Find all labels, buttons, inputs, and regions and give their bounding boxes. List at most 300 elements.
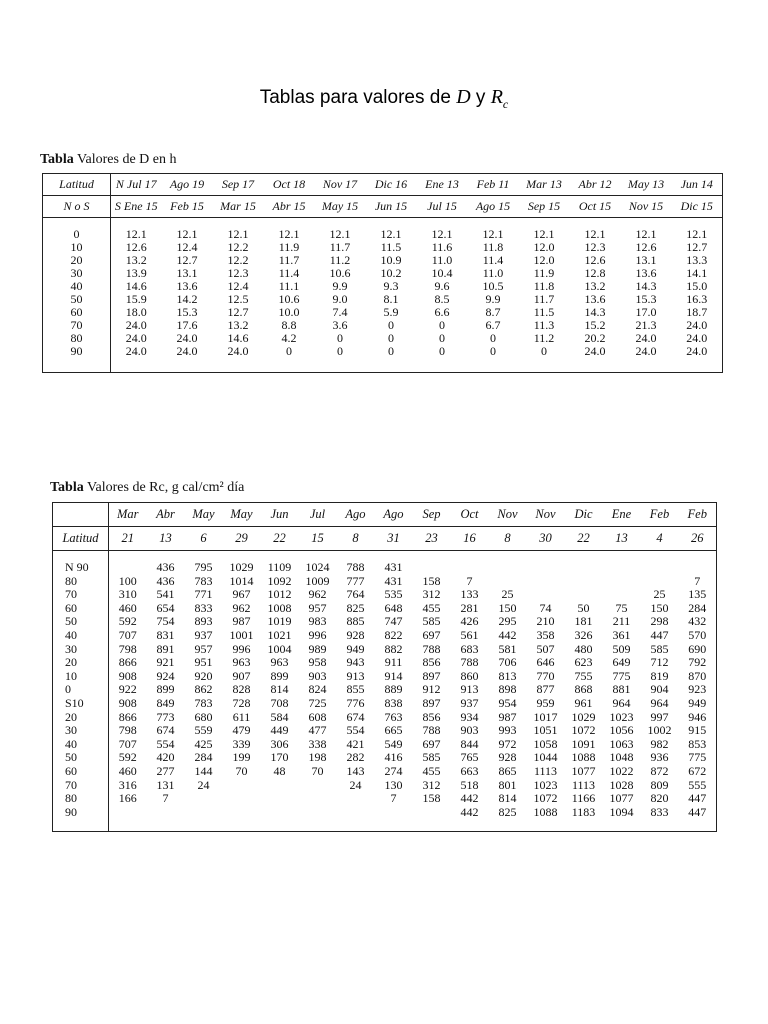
table-row — [53, 697, 717, 711]
value-cell: 14.1 — [686, 266, 708, 280]
value-cell: 899 — [156, 682, 175, 697]
value-cell: 0 — [286, 344, 292, 358]
value-cell: 295 — [498, 614, 517, 629]
value-cell: 1019 — [267, 614, 292, 629]
value-cell: 0 — [388, 331, 394, 345]
date-header-cell: N Jul 17 — [111, 174, 162, 196]
value-cell: 198 — [308, 750, 327, 765]
date-header-cell: Sep 17 — [213, 174, 264, 196]
value-cell: 18.7 — [686, 305, 708, 319]
value-cell: 996 — [308, 627, 327, 642]
date-header-cell: 22 — [261, 527, 299, 551]
value-cell: 728 — [232, 695, 251, 710]
latitude-cell: 0 — [43, 218, 111, 242]
value-cell: 150 — [650, 600, 669, 615]
value-cell: 792 — [688, 655, 707, 670]
value-cell: 12.6 — [584, 253, 606, 267]
value-cell: 697 — [422, 736, 441, 751]
latitude-cell: 80 — [53, 792, 109, 806]
value-cell: 844 — [460, 736, 479, 751]
value-cell: 541 — [156, 587, 175, 602]
value-cell — [603, 588, 641, 602]
value-cell: 893 — [194, 614, 213, 629]
date-header-cell: Abr — [147, 503, 185, 527]
value-cell — [261, 806, 299, 832]
value-cell: 1183 — [571, 804, 596, 819]
value-cell: 554 — [156, 736, 175, 751]
value-cell — [185, 806, 223, 832]
value-cell — [679, 551, 717, 575]
value-cell: 765 — [460, 750, 479, 765]
table-row — [53, 643, 717, 657]
value-cell — [299, 792, 337, 806]
latitude-cell: 10 — [43, 241, 111, 254]
value-cell: 12.7 — [176, 253, 198, 267]
value-cell: 158 — [422, 573, 441, 588]
value-cell: 7.4 — [332, 305, 348, 319]
latitude-cell: 40 — [43, 280, 111, 293]
date-header-cell: 8 — [489, 527, 527, 551]
value-cell: 899 — [270, 668, 289, 683]
latitude-cell: 90 — [43, 345, 111, 373]
date-header-cell: Oct 18 — [264, 174, 315, 196]
value-cell: 15.3 — [635, 292, 657, 306]
value-cell: 12.0 — [533, 240, 555, 254]
date-header-cell: Nov — [489, 503, 527, 527]
value-cell: 13.6 — [635, 266, 657, 280]
value-cell: 584 — [270, 709, 289, 724]
value-cell: 425 — [194, 736, 213, 751]
value-cell: 855 — [346, 682, 365, 697]
value-cell: 828 — [232, 682, 251, 697]
value-cell: 1113 — [533, 763, 558, 778]
value-cell: 12.1 — [431, 227, 453, 241]
value-cell: 849 — [156, 695, 175, 710]
value-cell: 1077 — [571, 763, 596, 778]
value-cell: 130 — [384, 777, 403, 792]
table-row — [53, 792, 717, 806]
date-header-cell: Mar — [109, 503, 147, 527]
value-cell — [413, 551, 451, 575]
value-cell: 11.9 — [278, 240, 300, 254]
value-cell: 477 — [308, 723, 327, 738]
value-cell: 788 — [346, 560, 365, 574]
value-cell: 15.2 — [584, 318, 606, 332]
table2-header-row1 — [53, 503, 717, 527]
date-header-cell: 16 — [451, 527, 489, 551]
value-cell — [299, 806, 337, 832]
value-cell: 7 — [694, 573, 701, 588]
value-cell: 820 — [650, 791, 669, 806]
latitude-cell: 10 — [53, 670, 109, 684]
value-cell: 872 — [650, 763, 669, 778]
value-cell: 8.5 — [434, 292, 450, 306]
value-cell: 963 — [232, 655, 251, 670]
value-cell: 12.5 — [227, 292, 249, 306]
value-cell: 690 — [688, 641, 707, 656]
latitude-cell: 70 — [43, 319, 111, 332]
table-row — [53, 602, 717, 616]
value-cell: 11.8 — [482, 240, 504, 254]
latitude-cell: 40 — [53, 629, 109, 643]
latitude-cell: 20 — [53, 711, 109, 725]
value-cell: 983 — [308, 614, 327, 629]
value-cell: 447 — [688, 804, 707, 819]
value-cell: 17.0 — [635, 305, 657, 319]
value-cell: 16.3 — [686, 292, 708, 306]
value-cell: 764 — [346, 587, 365, 602]
value-cell: 813 — [498, 668, 517, 683]
value-cell: 9.9 — [332, 279, 348, 293]
value-cell: 12.1 — [227, 227, 249, 241]
value-cell — [337, 792, 375, 806]
value-cell: 987 — [232, 614, 251, 629]
date-header-cell: May — [185, 503, 223, 527]
value-cell: 8.1 — [383, 292, 399, 306]
latitude-cell: 50 — [43, 293, 111, 306]
date-header-cell: Dic 15 — [672, 196, 723, 218]
value-cell: 13.2 — [227, 318, 249, 332]
value-cell: 70 — [235, 763, 248, 778]
value-cell: 20.2 — [584, 331, 606, 345]
value-cell: 12.7 — [227, 305, 249, 319]
value-cell: 1044 — [533, 750, 558, 765]
table-row — [53, 629, 717, 643]
date-header-cell: 8 — [337, 527, 375, 551]
value-cell: 1063 — [609, 736, 634, 751]
date-header-cell: Nov 17 — [315, 174, 366, 196]
value-cell: 866 — [118, 709, 137, 724]
value-cell: 10.4 — [431, 266, 453, 280]
value-cell — [109, 551, 147, 575]
value-cell: 10.9 — [380, 253, 402, 267]
value-cell: 0 — [439, 318, 445, 332]
table2-caption-label: Tabla — [50, 480, 84, 495]
value-cell: 7 — [390, 791, 397, 806]
value-cell — [109, 806, 147, 832]
value-cell: 6.7 — [485, 318, 501, 332]
value-cell: 10.0 — [278, 305, 300, 319]
value-cell: 903 — [460, 723, 479, 738]
value-cell: 12.7 — [686, 240, 708, 254]
value-cell: 853 — [688, 736, 707, 751]
value-cell: 12.6 — [125, 240, 147, 254]
table-row — [53, 751, 717, 765]
value-cell: 825 — [346, 600, 365, 615]
value-cell: 897 — [422, 668, 441, 683]
page-title — [0, 86, 768, 112]
value-cell: 833 — [650, 804, 669, 819]
title-prefix: Tablas para valores de — [259, 87, 457, 108]
date-header-cell: Dic 16 — [366, 174, 417, 196]
value-cell — [451, 551, 489, 575]
value-cell: 987 — [498, 709, 517, 724]
value-cell: 199 — [232, 750, 251, 765]
value-cell: 25 — [501, 587, 514, 602]
value-cell: 24.0 — [686, 344, 708, 358]
value-cell: 1056 — [609, 723, 634, 738]
value-cell: 921 — [156, 655, 175, 670]
value-cell: 771 — [194, 587, 213, 602]
table-row — [53, 588, 717, 602]
table-row — [53, 615, 717, 629]
table-row — [53, 711, 717, 725]
value-cell: 11.9 — [533, 266, 555, 280]
value-cell: 907 — [232, 668, 251, 683]
value-cell: 48 — [273, 763, 286, 778]
value-cell: 889 — [384, 682, 403, 697]
date-header-cell: May 15 — [315, 196, 366, 218]
latitude-cell: 40 — [53, 738, 109, 752]
latitude-cell: 70 — [53, 779, 109, 793]
value-cell: 0 — [541, 344, 547, 358]
value-cell — [261, 779, 299, 793]
date-header-cell: 31 — [375, 527, 413, 551]
value-cell: 915 — [688, 723, 707, 738]
value-cell: 592 — [118, 750, 137, 765]
table-row — [43, 345, 723, 373]
value-cell: 158 — [422, 791, 441, 806]
value-cell: 480 — [574, 641, 593, 656]
value-cell: 13.9 — [125, 266, 147, 280]
value-cell: 898 — [498, 682, 517, 697]
value-cell: 957 — [308, 600, 327, 615]
value-cell: 442 — [498, 627, 517, 642]
value-cell: 951 — [194, 655, 213, 670]
value-cell: 555 — [688, 777, 707, 792]
value-cell: 210 — [536, 614, 555, 629]
date-header-cell: Jul — [299, 503, 337, 527]
value-cell: 865 — [498, 763, 517, 778]
date-header-cell: Sep 15 — [519, 196, 570, 218]
value-cell: 623 — [574, 655, 593, 670]
latitude-header-cell: Latitud — [43, 174, 111, 196]
value-cell: 447 — [688, 791, 707, 806]
value-cell: 954 — [498, 695, 517, 710]
table-row — [53, 670, 717, 684]
value-cell: 358 — [536, 627, 555, 642]
value-cell: 12.1 — [686, 227, 708, 241]
value-cell — [565, 575, 603, 589]
value-cell: 15.0 — [686, 279, 708, 293]
date-header-cell: Ene 13 — [417, 174, 468, 196]
date-header-cell: 21 — [109, 527, 147, 551]
value-cell: 338 — [308, 736, 327, 751]
value-cell: 442 — [460, 804, 479, 819]
value-cell: 924 — [156, 668, 175, 683]
table-row — [53, 683, 717, 697]
value-cell: 957 — [194, 641, 213, 656]
value-cell: 581 — [498, 641, 517, 656]
table2-body — [53, 551, 717, 832]
table1-header-row2 — [43, 196, 723, 218]
value-cell: 663 — [460, 763, 479, 778]
value-cell: 0 — [439, 331, 445, 345]
value-cell: 683 — [460, 641, 479, 656]
value-cell: 1166 — [571, 791, 596, 806]
date-header-cell: Ene — [603, 503, 641, 527]
value-cell: 11.6 — [431, 240, 453, 254]
value-cell: 100 — [118, 573, 137, 588]
date-header-cell: Ago — [337, 503, 375, 527]
value-cell: 912 — [422, 682, 441, 697]
value-cell: 12.3 — [227, 266, 249, 280]
date-header-cell: May 13 — [621, 174, 672, 196]
value-cell: 50 — [577, 600, 590, 615]
value-cell: 12.1 — [380, 227, 402, 241]
value-cell: 1072 — [571, 723, 596, 738]
date-header-cell: Oct — [451, 503, 489, 527]
value-cell: 24.0 — [125, 331, 147, 345]
date-header-cell: Oct 15 — [570, 196, 621, 218]
value-cell: 133 — [460, 587, 479, 602]
value-cell: 447 — [650, 627, 669, 642]
value-cell: 11.5 — [533, 305, 555, 319]
latitude-cell: 30 — [53, 643, 109, 657]
value-cell: 306 — [270, 736, 289, 751]
value-cell: 798 — [118, 723, 137, 738]
value-cell: 181 — [574, 614, 593, 629]
latitude-cell: 60 — [53, 602, 109, 616]
value-cell: 646 — [536, 655, 555, 670]
value-cell: 993 — [498, 723, 517, 738]
value-cell: 518 — [460, 777, 479, 792]
value-cell: 712 — [650, 655, 669, 670]
value-cell: 1028 — [609, 777, 634, 792]
value-cell: 170 — [270, 750, 289, 765]
value-cell: 755 — [574, 668, 593, 683]
date-header-cell: 22 — [565, 527, 603, 551]
value-cell: 131 — [156, 777, 175, 792]
value-cell: 281 — [460, 600, 479, 615]
value-cell: 862 — [194, 682, 213, 697]
value-cell: 11.7 — [329, 240, 351, 254]
value-cell: 12.1 — [278, 227, 300, 241]
value-cell: 1024 — [305, 560, 330, 574]
value-cell: 885 — [346, 614, 365, 629]
value-cell: 697 — [422, 627, 441, 642]
value-cell: 24.0 — [635, 344, 657, 358]
date-header-cell: Jun 14 — [672, 174, 723, 196]
value-cell: 1051 — [533, 723, 558, 738]
value-cell: 15.9 — [125, 292, 147, 306]
value-cell: 326 — [574, 627, 593, 642]
value-cell: 707 — [118, 736, 137, 751]
value-cell: 908 — [118, 668, 137, 683]
latitude-header-cell — [53, 503, 109, 527]
value-cell: 1094 — [609, 804, 634, 819]
value-cell: 949 — [688, 695, 707, 710]
value-cell: 274 — [384, 763, 403, 778]
table-row — [53, 575, 717, 589]
value-cell: 961 — [574, 695, 593, 710]
value-cell: 611 — [232, 709, 251, 724]
value-cell: 12.1 — [125, 227, 147, 241]
value-cell: 0 — [337, 331, 343, 345]
latitude-cell: 30 — [53, 724, 109, 738]
value-cell: 903 — [308, 668, 327, 683]
value-cell: 707 — [118, 627, 137, 642]
value-cell: 420 — [156, 750, 175, 765]
value-cell: 24 — [349, 777, 362, 792]
value-cell: 13.3 — [686, 253, 708, 267]
value-cell: 825 — [498, 804, 517, 819]
value-cell: 12.1 — [635, 227, 657, 241]
value-cell: 24.0 — [686, 318, 708, 332]
value-cell: 9.0 — [332, 292, 348, 306]
date-header-cell: Jun 15 — [366, 196, 417, 218]
value-cell: 1072 — [533, 791, 558, 806]
value-cell: 1029 — [229, 560, 254, 574]
value-cell: 996 — [232, 641, 251, 656]
value-cell — [223, 792, 261, 806]
value-cell: 936 — [650, 750, 669, 765]
value-cell: 1004 — [267, 641, 292, 656]
date-header-cell: 26 — [679, 527, 717, 551]
latitude-cell: 20 — [43, 254, 111, 267]
value-cell: 897 — [422, 695, 441, 710]
value-cell: 997 — [650, 709, 669, 724]
value-cell: 866 — [118, 655, 137, 670]
value-cell: 432 — [688, 614, 707, 629]
value-cell: 316 — [118, 777, 137, 792]
value-cell: 15.3 — [176, 305, 198, 319]
value-cell — [527, 551, 565, 575]
value-cell: 775 — [688, 750, 707, 765]
value-cell: 12.1 — [584, 227, 606, 241]
value-cell: 10.6 — [278, 292, 300, 306]
value-cell: 913 — [346, 668, 365, 683]
value-cell: 608 — [308, 709, 327, 724]
value-cell: 1023 — [533, 777, 558, 792]
value-cell: 549 — [384, 736, 403, 751]
value-cell: 442 — [460, 791, 479, 806]
value-cell: 868 — [574, 682, 593, 697]
value-cell: 12.1 — [329, 227, 351, 241]
value-cell: 963 — [270, 655, 289, 670]
date-header-cell: S Ene 15 — [111, 196, 162, 218]
table-row — [53, 724, 717, 738]
value-cell: 12.2 — [227, 253, 249, 267]
value-cell: 922 — [118, 682, 137, 697]
value-cell: 1009 — [305, 573, 330, 588]
value-cell: 648 — [384, 600, 403, 615]
value-cell: 11.2 — [329, 253, 351, 267]
latitude-cell: 30 — [43, 267, 111, 280]
value-cell — [223, 806, 261, 832]
value-cell: 7 — [466, 573, 473, 588]
value-cell: 798 — [118, 641, 137, 656]
value-cell — [565, 551, 603, 575]
value-cell: 431 — [384, 573, 403, 588]
value-cell — [603, 551, 641, 575]
value-cell: 9.6 — [434, 279, 450, 293]
value-cell: 870 — [688, 668, 707, 683]
value-cell: 943 — [346, 655, 365, 670]
table1-caption-label: Tabla — [40, 152, 74, 167]
value-cell: 13.6 — [176, 279, 198, 293]
value-cell — [375, 806, 413, 832]
value-cell: 13.6 — [584, 292, 606, 306]
value-cell: 801 — [498, 777, 517, 792]
value-cell: 706 — [498, 655, 517, 670]
value-cell: 339 — [232, 736, 251, 751]
value-cell: 1017 — [533, 709, 558, 724]
value-cell — [223, 779, 261, 793]
value-cell: 788 — [422, 641, 441, 656]
value-cell: 0 — [490, 344, 496, 358]
value-cell: 937 — [194, 627, 213, 642]
